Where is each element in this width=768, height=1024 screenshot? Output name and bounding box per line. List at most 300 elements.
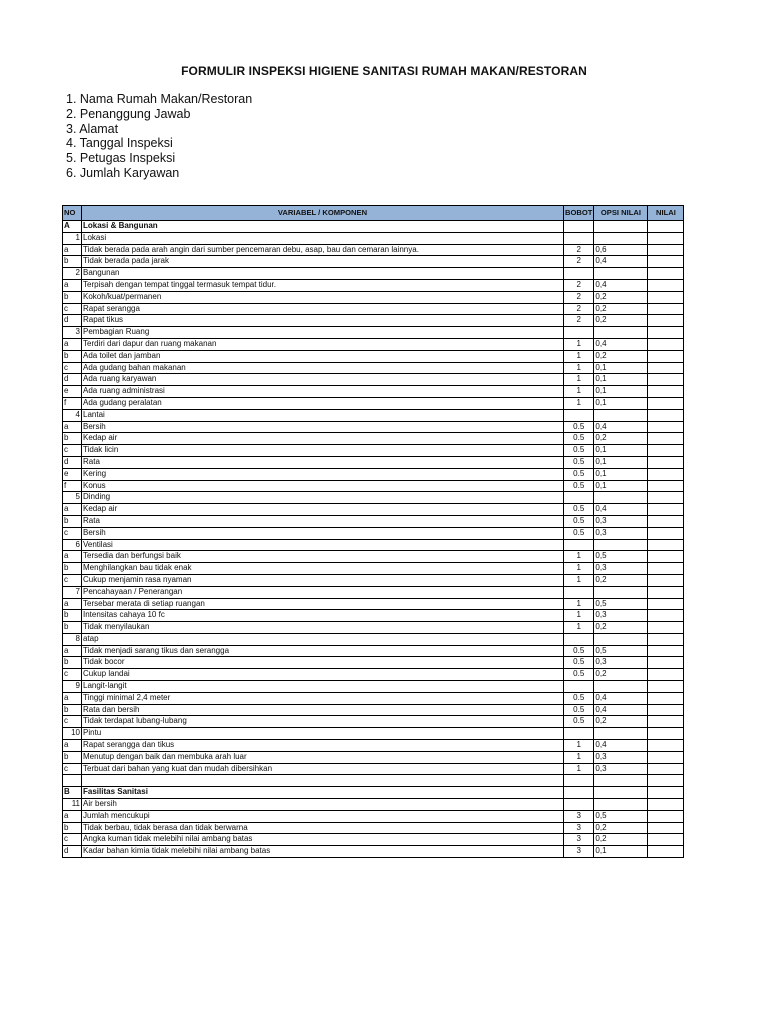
cell-variabel: Pembagian Ruang [82,327,564,339]
cell-bobot [564,268,594,280]
info-item-employees: 6. Jumlah Karyawan [66,165,180,180]
cell-variabel: Tinggi minimal 2,4 meter [82,692,564,704]
cell-no: d [63,846,82,858]
cell-nilai [648,303,684,315]
table-row [63,598,684,610]
cell-nilai [648,598,684,610]
cell-opsi-nilai: 0,2 [594,291,648,303]
cell-nilai [648,256,684,268]
cell-nilai [648,716,684,728]
cell-opsi-nilai: 0,2 [594,716,648,728]
cell-variabel: Tidak berada pada arah angin dari sumber pencemaran debu, asap, bau dan cemaran lainnya. [82,244,564,256]
cell-opsi-nilai: 0,5 [594,645,648,657]
cell-no: d [63,315,82,327]
table-row [63,374,684,386]
table-row [63,633,684,645]
cell-bobot: 1 [564,397,594,409]
cell-nilai [648,669,684,681]
cell-variabel: Terdiri dari dapur dan ruang makanan [82,338,564,350]
table-row [63,799,684,811]
cell-no: b [63,622,82,634]
header-nilai: NILAI [648,206,684,221]
table-row [63,456,684,468]
table-row [63,303,684,315]
cell-no: a [63,338,82,350]
cell-variabel: Cukup landai [82,669,564,681]
table-row [63,751,684,763]
cell-opsi-nilai [594,799,648,811]
cell-opsi-nilai: 0,2 [594,622,648,634]
cell-variabel: atap [82,633,564,645]
table-row [63,315,684,327]
cell-no: 9 [63,681,82,693]
cell-no: a [63,598,82,610]
info-item-address: 3. Alamat [66,121,119,136]
cell-nilai [648,692,684,704]
cell-nilai [648,740,684,752]
table-row [63,822,684,834]
cell-bobot: 1 [564,751,594,763]
table-row [63,338,684,350]
cell-no: b [63,610,82,622]
cell-variabel: Rapat tikus [82,315,564,327]
cell-no: a [63,504,82,516]
inspection-table [62,205,684,858]
cell-variabel: Kering [82,468,564,480]
cell-bobot: 1 [564,551,594,563]
cell-variabel: Tersebar merata di setiap ruangan [82,598,564,610]
cell-bobot: 2 [564,303,594,315]
cell-opsi-nilai: 0,1 [594,397,648,409]
cell-variabel: Tidak menjadi sarang tikus dan serangga [82,645,564,657]
cell-bobot: 0.5 [564,456,594,468]
cell-nilai [648,834,684,846]
table-row [63,350,684,362]
cell-no: f [63,480,82,492]
cell-no: d [63,374,82,386]
table-row [63,681,684,693]
cell-bobot: 0.5 [564,468,594,480]
cell-no: 3 [63,327,82,339]
cell-no: c [63,362,82,374]
table-row [63,291,684,303]
cell-variabel: Rapat serangga dan tikus [82,740,564,752]
cell-opsi-nilai [594,268,648,280]
cell-bobot: 1 [564,598,594,610]
table-row [63,728,684,740]
cell-nilai [648,751,684,763]
cell-bobot [564,221,594,233]
cell-variabel: Cukup menjamin rasa nyaman [82,574,564,586]
cell-opsi-nilai: 0,4 [594,704,648,716]
cell-variabel: Angka kuman tidak melebihi nilai ambang batas [82,834,564,846]
cell-bobot: 1 [564,763,594,775]
cell-nilai [648,775,684,787]
cell-bobot: 0.5 [564,433,594,445]
cell-bobot: 1 [564,374,594,386]
cell-no: a [63,244,82,256]
cell-bobot: 1 [564,563,594,575]
cell-nilai [648,622,684,634]
cell-nilai [648,433,684,445]
table-row [63,445,684,457]
cell-bobot [564,681,594,693]
cell-bobot [564,539,594,551]
cell-variabel: Lokasi [82,232,564,244]
cell-variabel: Pintu [82,728,564,740]
cell-nilai [648,386,684,398]
cell-opsi-nilai [594,775,648,787]
cell-variabel: Terbuat dari bahan yang kuat dan mudah dibersihkan [82,763,564,775]
cell-nilai [648,315,684,327]
cell-opsi-nilai: 0,1 [594,362,648,374]
cell-bobot [564,409,594,421]
cell-nilai [648,221,684,233]
cell-nilai [648,327,684,339]
cell-opsi-nilai: 0,5 [594,810,648,822]
table-row [63,692,684,704]
cell-nilai [648,704,684,716]
cell-nilai [648,291,684,303]
cell-opsi-nilai [594,409,648,421]
cell-no: 11 [63,799,82,811]
cell-no: a [63,645,82,657]
cell-no: 4 [63,409,82,421]
cell-bobot: 0.5 [564,480,594,492]
table-row [63,716,684,728]
cell-variabel: Menutup dengan baik dan membuka arah luar [82,751,564,763]
cell-bobot: 0.5 [564,504,594,516]
cell-variabel: Ada gudang peralatan [82,397,564,409]
cell-bobot: 0.5 [564,669,594,681]
table-row [63,810,684,822]
cell-opsi-nilai: 0,3 [594,563,648,575]
cell-no: 6 [63,539,82,551]
cell-variabel: Langit-langit [82,681,564,693]
table-row [63,763,684,775]
cell-nilai [648,681,684,693]
table-row [63,645,684,657]
cell-opsi-nilai: 0,1 [594,468,648,480]
cell-bobot: 1 [564,574,594,586]
cell-variabel: Kedap air [82,504,564,516]
cell-nilai [648,527,684,539]
table-row [63,362,684,374]
cell-no: c [63,669,82,681]
table-row [63,704,684,716]
cell-bobot [564,775,594,787]
cell-nilai [648,846,684,858]
cell-variabel: Rata dan bersih [82,704,564,716]
cell-opsi-nilai: 0,2 [594,303,648,315]
cell-variabel: Tidak berada pada jarak [82,256,564,268]
cell-bobot: 1 [564,338,594,350]
table-row [63,397,684,409]
cell-nilai [648,492,684,504]
table-row [63,433,684,445]
cell-nilai [648,563,684,575]
cell-variabel [82,775,564,787]
cell-nilai [648,539,684,551]
cell-nilai [648,232,684,244]
cell-variabel: Intensitas cahaya 10 fc [82,610,564,622]
cell-nilai [648,586,684,598]
cell-opsi-nilai: 0,3 [594,751,648,763]
cell-no: b [63,704,82,716]
table-row [63,574,684,586]
table-row [63,657,684,669]
cell-bobot: 3 [564,834,594,846]
cell-no: e [63,386,82,398]
cell-opsi-nilai: 0,2 [594,669,648,681]
header-opsi-nilai: OPSI NILAI [594,206,648,221]
cell-bobot [564,633,594,645]
cell-no: c [63,763,82,775]
cell-variabel: Dinding [82,492,564,504]
cell-no: B [63,787,82,799]
cell-variabel: Fasilitas Sanitasi [82,787,564,799]
cell-no: 5 [63,492,82,504]
cell-no [63,775,82,787]
cell-opsi-nilai [594,728,648,740]
cell-bobot [564,799,594,811]
cell-nilai [648,338,684,350]
cell-opsi-nilai: 0,1 [594,480,648,492]
cell-opsi-nilai: 0,2 [594,822,648,834]
info-item-date: 4. Tanggal Inspeksi [66,136,173,151]
cell-nilai [648,610,684,622]
cell-opsi-nilai: 0,4 [594,338,648,350]
cell-variabel: Tidak licin [82,445,564,457]
table-row [63,846,684,858]
cell-nilai [648,374,684,386]
cell-no: 2 [63,268,82,280]
cell-no: b [63,291,82,303]
cell-variabel: Bersih [82,527,564,539]
cell-opsi-nilai [594,221,648,233]
cell-nilai [648,551,684,563]
cell-bobot: 0.5 [564,692,594,704]
header-no: NO [63,206,82,221]
cell-bobot [564,232,594,244]
cell-opsi-nilai: 0,4 [594,692,648,704]
cell-no: c [63,445,82,457]
cell-variabel: Pencahayaan / Penerangan [82,586,564,598]
cell-nilai [648,633,684,645]
cell-opsi-nilai: 0,1 [594,445,648,457]
cell-bobot: 0.5 [564,645,594,657]
table-row [63,527,684,539]
cell-opsi-nilai: 0,2 [594,350,648,362]
cell-nilai [648,657,684,669]
cell-opsi-nilai: 0,2 [594,315,648,327]
table-row [63,586,684,598]
cell-opsi-nilai: 0,3 [594,527,648,539]
cell-variabel: Lokasi & Bangunan [82,221,564,233]
table-row [63,669,684,681]
cell-no: b [63,751,82,763]
cell-variabel: Tidak bocor [82,657,564,669]
cell-opsi-nilai: 0,1 [594,374,648,386]
cell-bobot: 2 [564,279,594,291]
cell-variabel: Jumlah mencukupi [82,810,564,822]
cell-nilai [648,268,684,280]
cell-no: b [63,515,82,527]
cell-bobot: 0.5 [564,445,594,457]
cell-bobot: 0.5 [564,704,594,716]
table-row [63,221,684,233]
cell-nilai [648,480,684,492]
cell-no: b [63,822,82,834]
table-row [63,386,684,398]
cell-opsi-nilai: 0,1 [594,386,648,398]
table-row [63,468,684,480]
cell-variabel: Lantai [82,409,564,421]
cell-opsi-nilai [594,539,648,551]
cell-no: b [63,256,82,268]
table-row [63,268,684,280]
info-item-officer: 5. Petugas Inspeksi [66,151,176,166]
cell-bobot: 1 [564,362,594,374]
cell-nilai [648,350,684,362]
cell-bobot: 3 [564,846,594,858]
cell-opsi-nilai [594,586,648,598]
info-item-responsible: 2. Penanggung Jawab [66,106,191,121]
cell-no: c [63,716,82,728]
cell-no: a [63,421,82,433]
cell-variabel: Tidak menyilaukan [82,622,564,634]
cell-opsi-nilai: 0,2 [594,574,648,586]
cell-nilai [648,409,684,421]
cell-opsi-nilai: 0,4 [594,256,648,268]
cell-opsi-nilai: 0,3 [594,610,648,622]
cell-variabel: Ada ruang administrasi [82,386,564,398]
cell-bobot [564,787,594,799]
cell-opsi-nilai: 0,1 [594,456,648,468]
cell-no: b [63,433,82,445]
cell-bobot: 0.5 [564,421,594,433]
cell-no: 10 [63,728,82,740]
cell-no: a [63,279,82,291]
cell-nilai [648,279,684,291]
cell-opsi-nilai [594,327,648,339]
table-row [63,551,684,563]
cell-nilai [648,728,684,740]
cell-no: 1 [63,232,82,244]
table-row [63,232,684,244]
cell-variabel: Tersedia dan berfungsi baik [82,551,564,563]
cell-variabel: Kedap air [82,433,564,445]
table-row [63,515,684,527]
cell-bobot [564,586,594,598]
table-row [63,279,684,291]
cell-nilai [648,397,684,409]
table-row [63,421,684,433]
cell-bobot: 1 [564,740,594,752]
cell-bobot: 2 [564,244,594,256]
cell-bobot: 0.5 [564,515,594,527]
cell-opsi-nilai: 0,3 [594,763,648,775]
cell-bobot [564,492,594,504]
document-title: FORMULIR INSPEKSI HIGIENE SANITASI RUMAH MAKAN/RESTORAN [181,64,587,78]
cell-bobot: 2 [564,315,594,327]
cell-variabel: Kokoh/kuat/permanen [82,291,564,303]
cell-variabel: Ada toilet dan jamban [82,350,564,362]
table-header-row [63,206,684,221]
table-row [63,480,684,492]
cell-nilai [648,810,684,822]
table-row [63,504,684,516]
cell-bobot: 0.5 [564,716,594,728]
cell-opsi-nilai [594,232,648,244]
cell-variabel: Tidak berbau, tidak berasa dan tidak berwarna [82,822,564,834]
cell-bobot [564,728,594,740]
cell-variabel: Ada ruang karyawan [82,374,564,386]
info-item-name: 1. Nama Rumah Makan/Restoran [66,92,253,106]
cell-nilai [648,421,684,433]
cell-no: d [63,456,82,468]
cell-opsi-nilai [594,787,648,799]
cell-variabel: Kadar bahan kimia tidak melebihi nilai ambang batas [82,846,564,858]
cell-opsi-nilai [594,633,648,645]
table-row [63,775,684,787]
cell-bobot: 1 [564,622,594,634]
cell-opsi-nilai: 0,6 [594,244,648,256]
cell-opsi-nilai: 0,2 [594,433,648,445]
cell-opsi-nilai: 0,2 [594,834,648,846]
cell-variabel: Rata [82,456,564,468]
cell-opsi-nilai: 0,3 [594,657,648,669]
cell-nilai [648,244,684,256]
cell-variabel: Terpisah dengan tempat tinggal termasuk tempat tidur. [82,279,564,291]
cell-nilai [648,468,684,480]
cell-opsi-nilai: 0,4 [594,504,648,516]
cell-variabel: Konus [82,480,564,492]
cell-no: 7 [63,586,82,598]
cell-no: A [63,221,82,233]
cell-bobot: 1 [564,386,594,398]
cell-opsi-nilai [594,681,648,693]
cell-variabel: Rata [82,515,564,527]
cell-variabel: Air bersih [82,799,564,811]
cell-no: b [63,657,82,669]
cell-bobot: 1 [564,350,594,362]
cell-no: e [63,468,82,480]
info-list [66,92,252,181]
cell-no: c [63,834,82,846]
cell-variabel: Bersih [82,421,564,433]
header-bobot: BOBOT [564,206,594,221]
table-row [63,409,684,421]
cell-nilai [648,515,684,527]
table-row [63,563,684,575]
cell-bobot [564,327,594,339]
cell-nilai [648,456,684,468]
cell-nilai [648,645,684,657]
cell-opsi-nilai: 0,3 [594,515,648,527]
cell-opsi-nilai: 0,4 [594,279,648,291]
cell-no: a [63,810,82,822]
table-row [63,256,684,268]
cell-bobot: 0.5 [564,657,594,669]
table-body [63,221,684,858]
cell-no: c [63,574,82,586]
cell-variabel: Bangunan [82,268,564,280]
cell-nilai [648,574,684,586]
cell-nilai [648,763,684,775]
cell-bobot: 2 [564,291,594,303]
cell-bobot: 3 [564,810,594,822]
